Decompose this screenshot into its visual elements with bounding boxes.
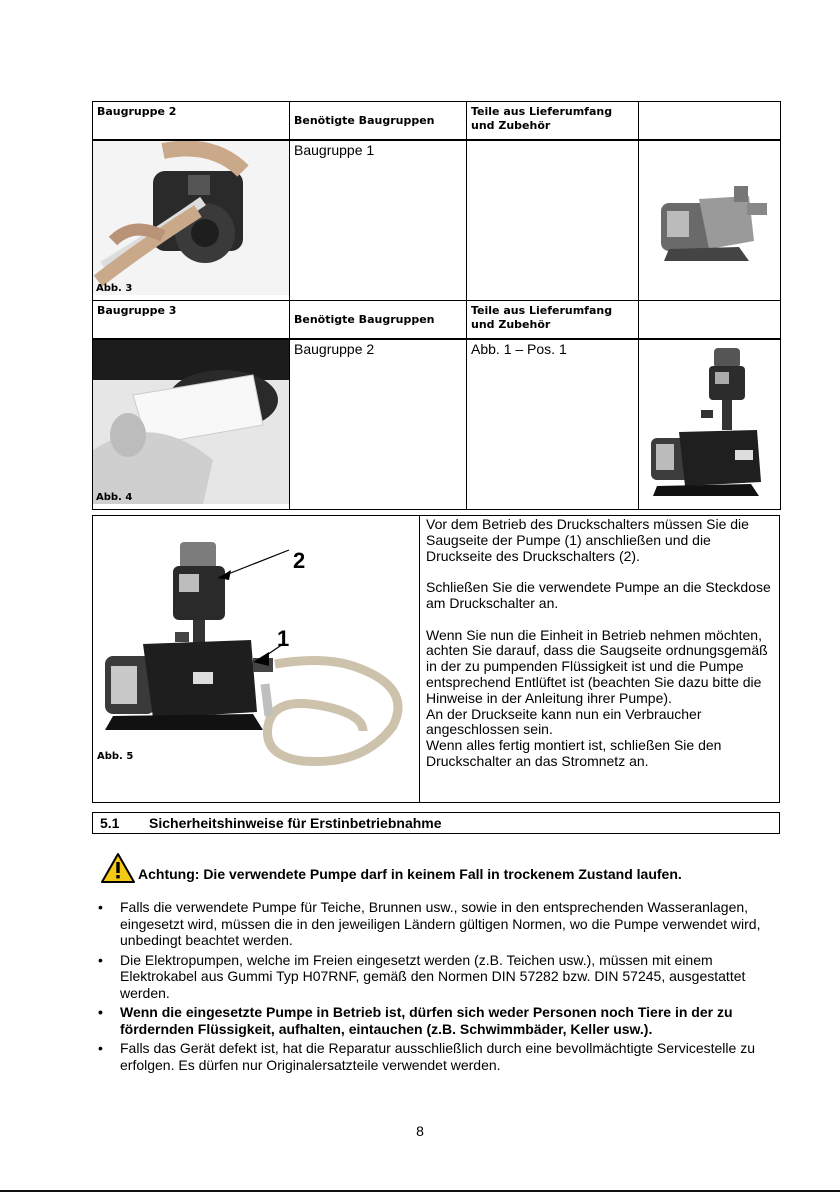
pump-assembly-photo xyxy=(93,516,419,802)
section-number: 5.1 xyxy=(100,815,120,831)
warning-text: Achtung: Die verwendete Pumpe darf in keinem Fall in trockenem Zustand laufen. xyxy=(138,866,682,882)
pump-photo xyxy=(639,141,779,295)
group2-col-required: Benötigte Baugruppen xyxy=(290,102,467,141)
thread-tape-photo xyxy=(93,340,289,504)
page-number: 8 xyxy=(416,1123,424,1139)
callout-1: 1 xyxy=(277,626,290,651)
group2-table xyxy=(92,101,781,301)
figure-label-abb3: Abb. 3 xyxy=(96,283,133,294)
list-item: • Falls die verwendete Pumpe für Teiche, Brunnen usw., sowie in den entsprechenden Wasseranlagen, eingesetzt wird, müssen die in den jeweiligen Ländern gültigen Normen, wo die Pumpe verwendet wird, unbedingt beachtet werden. xyxy=(92,899,782,949)
instruction-para-5: Wenn alles fertig montiert ist, schließen Sie den Druckschalter an das Stromnetz an. xyxy=(426,737,722,769)
instruction-para-2: Schließen Sie die verwendete Pumpe an die Steckdose am Druckschalter an. xyxy=(426,579,771,611)
group2-required-value: Baugruppe 1 xyxy=(290,140,467,301)
pump-with-switch-photo xyxy=(639,340,779,504)
figure-label-abb5: Abb. 5 xyxy=(97,751,134,762)
section-title: Sicherheitshinweise für Erstinbetriebnahme xyxy=(149,815,442,831)
group3-required-value: Baugruppe 2 xyxy=(290,339,467,510)
hands-tape-photo xyxy=(93,141,289,295)
group2-photo-cell xyxy=(93,140,290,301)
figure5-image-cell xyxy=(93,516,420,802)
figure5-instructions xyxy=(426,517,776,770)
group3-table xyxy=(92,300,781,510)
group2-parts-value xyxy=(467,140,639,301)
instruction-para-4: An der Druckseite kann nun ein Verbraucher angeschlossen sein. xyxy=(426,705,702,738)
list-item: • Wenn die eingesetzte Pumpe in Betrieb ist, dürfen sich weder Personen noch Tiere in der zu fördernden Flüssigkeit, aufhalten, eintauchen (z.B. Schwimmbäder, Keller usw.). xyxy=(92,1004,782,1037)
instruction-para-1: Vor dem Betrieb des Druckschalters müssen Sie die Saugseite der Pumpe (1) anschließen und die Druckseite des Druckschalters (2). xyxy=(426,516,749,564)
list-item: • Die Elektropumpen, welche im Freien eingesetzt werden (z.B. Teichen usw.), müssen mit einem Elektrokabel aus Gummi Typ H07RNF, gemäß den Normen DIN 57282 bzw. DIN 57245, ausgestattet werden. xyxy=(92,952,782,1002)
group3-title: Baugruppe 3 xyxy=(93,301,290,340)
group3-parts-value: Abb. 1 – Pos. 1 xyxy=(467,339,639,510)
section-heading xyxy=(92,812,780,834)
figure5-box xyxy=(92,515,780,803)
group3-product-cell xyxy=(639,339,781,510)
figure-label-abb4: Abb. 4 xyxy=(96,492,133,503)
group2-product-cell xyxy=(639,140,781,301)
list-item: • Falls das Gerät defekt ist, hat die Reparatur ausschließlich durch eine bevollmächtigte Servicestelle zu erfolgen. Es dürfen nur Originalersatzteile verwendet werden. xyxy=(92,1040,782,1073)
group2-title: Baugruppe 2 xyxy=(93,102,290,141)
group3-col-parts: Teile aus Lieferumfang und Zubehör xyxy=(467,301,639,340)
group3-photo-cell xyxy=(93,339,290,510)
group3-col-required: Benötigte Baugruppen xyxy=(290,301,467,340)
instruction-para-3: Wenn Sie nun die Einheit in Betrieb nehmen möchten, achten Sie darauf, dass die Saugseite ordnungsgemäß in der zu pumpenden Flüssigkeit ist und die Pumpe entsprechend Entlüftet ist (beachten Sie dazu bitte die Hinweise in der Anleitung ihrer Pumpe). xyxy=(426,626,768,706)
callout-2: 2 xyxy=(293,548,306,573)
group2-col-parts: Teile aus Lieferumfang und Zubehör xyxy=(467,102,639,141)
safety-bullet-list xyxy=(92,899,782,1076)
warning-triangle-icon xyxy=(100,852,136,884)
